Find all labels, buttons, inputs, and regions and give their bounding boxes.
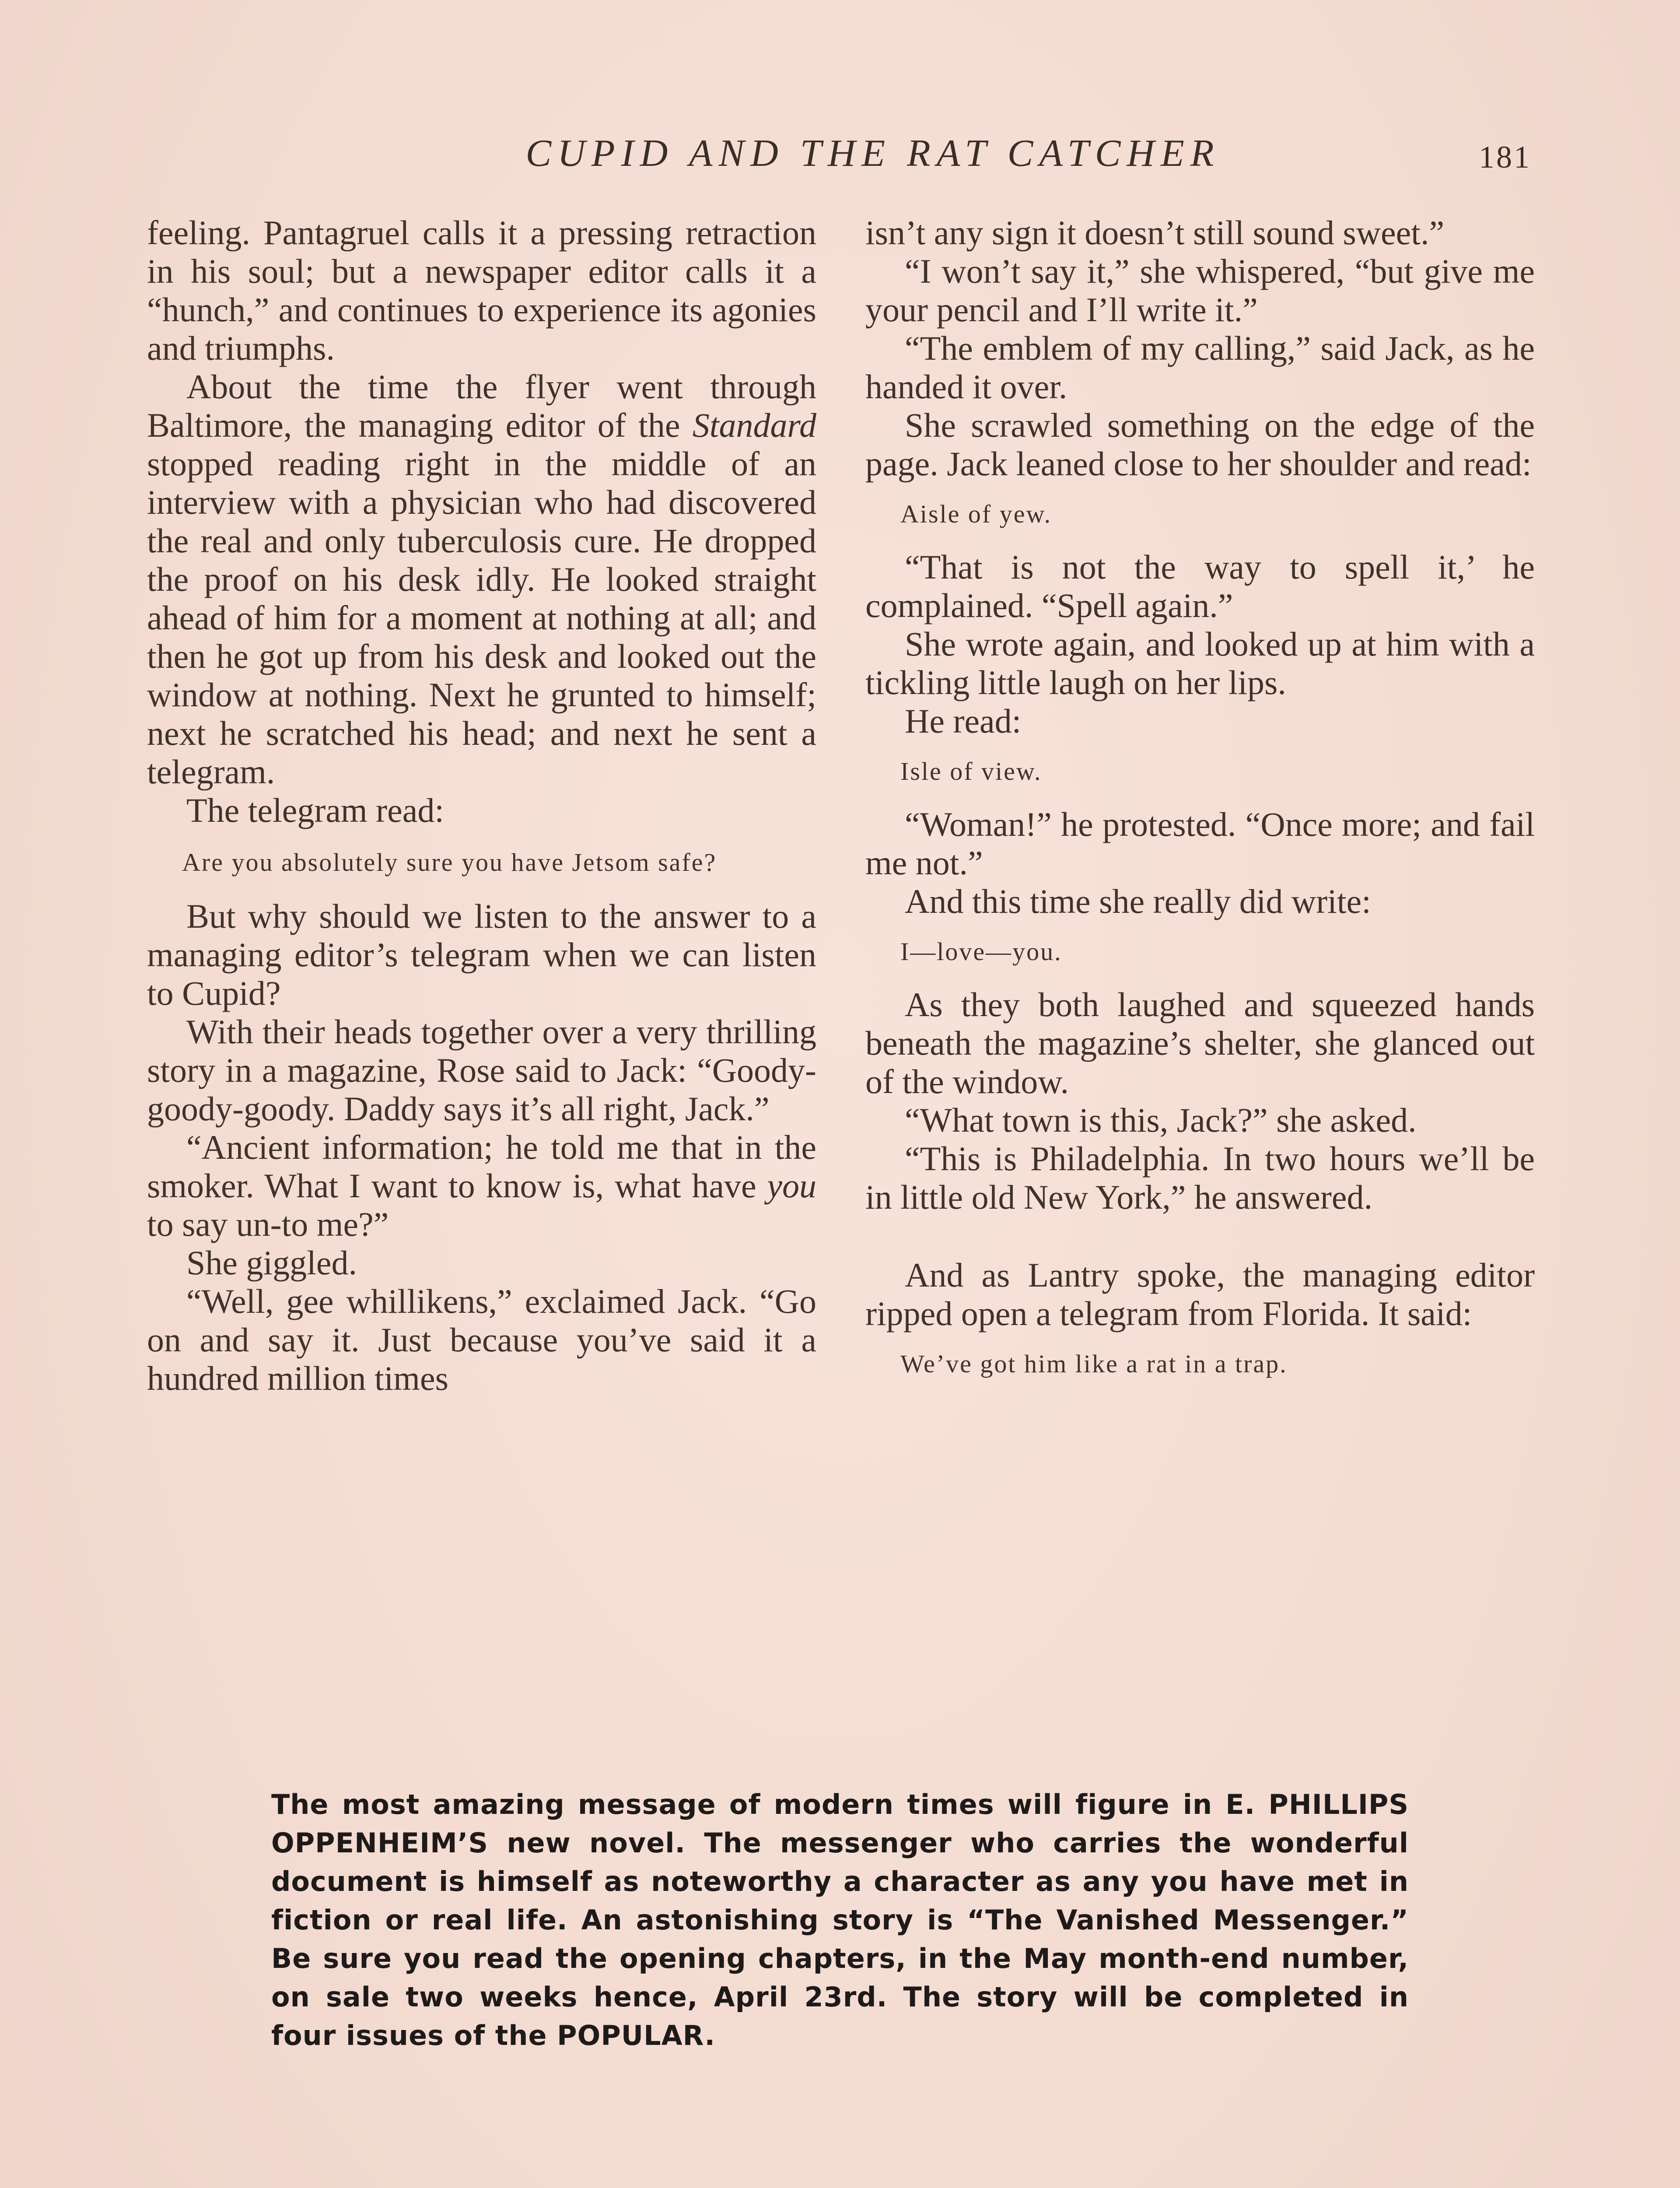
paragraph: And as Lantry spoke, the managing editor ripped open a telegram from Florida. It said: xyxy=(865,1256,1535,1332)
telegram-text: We’ve got him like a rat in a trap. xyxy=(900,1350,1288,1378)
section-gap xyxy=(865,1217,1535,1256)
paragraph: About the time the flyer went through Baltimore, the managing editor of the Standard stopped reading right in the middle of an interview with a physician who had discovered the real and only tuberculosis cure. He dropped the proof on his desk idly. He looked straight ahead of him for a moment at nothing at all; and then he got up from his desk and looked out the window at nothing. Next he grunted to himself; next he scratched his head; and next he sent a telegram. xyxy=(147,368,816,791)
paragraph: “What town is this, Jack?” she asked. xyxy=(905,1101,1417,1139)
paragraph: “I won’t say it,” she whispered, “but give me your pencil and I’ll write it.” xyxy=(865,252,1535,329)
paragraph: She scrawled something on the edge of the page. Jack leaned close to her shoulder and read: xyxy=(865,406,1535,483)
paragraph: “The emblem of my calling,” said Jack, as he handed it over. xyxy=(865,329,1535,406)
paragraph: And this time she really did write: xyxy=(905,882,1371,920)
running-title: CUPID AND THE RAT CATCHER xyxy=(525,132,1220,175)
paragraph: With their heads together over a very thrilling story in a magazine, Rose said to Jack: “Goody-goody-goody. Daddy says it’s all right, Jack.” xyxy=(147,1013,816,1128)
written-note: I—love—you. xyxy=(900,937,1062,966)
written-note: Aisle of yew. xyxy=(900,500,1052,528)
paragraph: She giggled. xyxy=(186,1244,357,1282)
paragraph: “That is not the way to spell it,’ he complained. “Spell again.” xyxy=(865,548,1535,624)
paragraph: He read: xyxy=(905,702,1022,740)
newspaper-name: Standard xyxy=(692,406,816,444)
paragraph: feeling. Pantagruel calls it a pressing retraction in his soul; but a newspaper editor calls it a “hunch,” and continues to experience its agonies and triumphs. xyxy=(147,214,816,367)
emphasis: you xyxy=(767,1167,816,1205)
page-number: 181 xyxy=(1479,140,1531,175)
paragraph: She wrote again, and looked up at him with a tickling little laugh on her lips. xyxy=(865,625,1535,701)
next-issue-notice: The most amazing message of modern times will figure in E. PHILLIPS OPPENHEIM’S new novel. The messenger who carries the wonderful document is himself as noteworthy a character as any you have met in fiction or real life. An astonishing story is “The Vanished Messenger.” Be sure you read the opening chapters, in the May month-end number, on sale two weeks hence, April 23rd. The story will be completed in four issues of the POPULAR. xyxy=(271,1788,1409,2051)
paragraph: “Ancient information; he told me that in the smoker. What I want to know is, what have you to say un-to me?” xyxy=(147,1128,816,1243)
telegram-text: Are you absolutely sure you have Jetsom safe? xyxy=(182,848,717,877)
paragraph: “This is Philadelphia. In two hours we’ll be in little old New York,” he answered. xyxy=(865,1140,1535,1216)
right-column xyxy=(865,214,1535,1398)
paragraph: The telegram read: xyxy=(186,791,444,829)
paragraph: “Woman!” he protested. “Once more; and fail me not.” xyxy=(865,805,1535,882)
paragraph: “Well, gee whillikens,” exclaimed Jack. “Go on and say it. Just because you’ve said it a hundred million times xyxy=(147,1282,816,1397)
paragraph: isn’t any sign it doesn’t still sound sweet.” xyxy=(865,214,1445,252)
written-note: Isle of view. xyxy=(900,757,1042,785)
paragraph: As they both laughed and squeezed hands beneath the magazine’s shelter, she glanced out of the window. xyxy=(865,985,1535,1101)
paragraph: But why should we listen to the answer to a managing editor’s telegram when we can listen to Cupid? xyxy=(147,897,816,1012)
left-column xyxy=(147,214,816,1398)
